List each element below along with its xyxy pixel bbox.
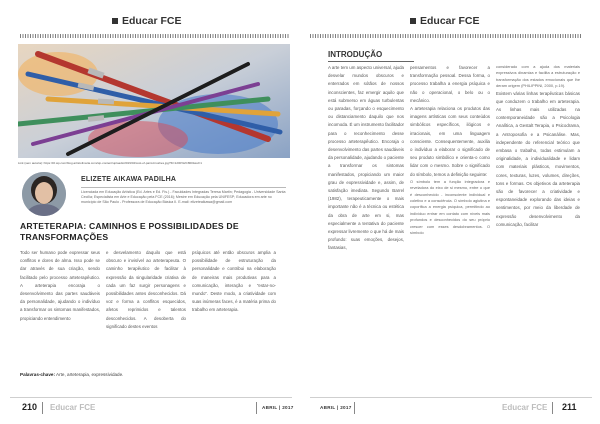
- abstract-column-1: Todo ser humano pode expressar seus conflitos e dores de alma. Isso pode se dar através de sua criação, sendo facilitado pelo processo arteterapêutico. A arteterapia encoraja o desenvolvimento das partes saudáveis da personalidade, ajudando o indivíduo a transformar os sintomas manifestados, propiciando entendimento: [20, 250, 100, 321]
- photo-caption: Link (sem autoria): https://i0.wp.com/blog.artistofmaria.com/wp-content/uploads/2019/04/cost-of-paint-brushes.jpg?fit=1200%2C800&ssl=1: [18, 161, 202, 165]
- intro-column-2: [410, 64, 490, 390]
- left-footer-separator: [42, 402, 43, 414]
- introduction-underline: [328, 61, 414, 62]
- abstract-column-3: psíquicos até então obscuros amplia a possibilidade de estruturação da personalidade e contribui na elaboração de maneiras mais produtivas para a comunicação, interação e "estar-no-mundo". Deste modo, a criatividade com suas inúmeras faces, é a matéria prima do trabalho em arteterapia.: [192, 250, 276, 313]
- header-hatch-divider: [20, 34, 290, 38]
- intro-column-2-para-1: pensamentos e favorecer a transformação pessoal. Dessa forma, o processo trabalha a energia psíquica e não o operacional, o belo ou o mecânico.: [410, 65, 490, 103]
- intro-column-3: [496, 64, 580, 390]
- right-header: [410, 14, 480, 28]
- intro-column-1-text: A arte tem um aspecto universal, ajuda desvelar mundos obscuros e enterrados em sótãos de nossos inconscientes, faz emergir aquilo que está submerso em águas turbulentas ou paradas, forçando o esquecimento ou distanciamento daquilo que nos incomoda. É um instrumento facilitador para o reconhecimento desse processo arteterapêutico. Encoraja o desenvolvimento das partes saudáveis da personalidade, ajudando o paciente a transformar os sintomas manifestados, propiciando um maior grau de expressividade e, assim, de satisfação imediata. Segundo Barrel (1982), terapeuticamente o mais importante não é a técnica ou estética da obra de arte em si, mas especialmente a tentativa do paciente expressar livremente o que há de mais profundo: suas emoções, desejos, fantasias,: [328, 65, 404, 251]
- square-bullet-icon: [112, 18, 118, 24]
- right-page: [300, 0, 600, 424]
- left-header: [112, 14, 182, 28]
- left-page-number: 210: [22, 402, 38, 412]
- right-footer-separator-2: [552, 402, 553, 414]
- author-portrait-icon: [22, 172, 66, 216]
- keywords-label: Palavras-chave:: [20, 372, 55, 377]
- right-footer-separator: [354, 402, 355, 414]
- right-header-title: Educar FCE: [420, 15, 480, 27]
- square-bullet-icon: [410, 18, 416, 24]
- left-footer-date: ABRIL | 2017: [262, 405, 294, 410]
- intro-column-2-quote: O símbolo tem a função integradora e reveladora do eixo de si mesmo, entre o que é desconhecido - inconsciente individual e coletivo e a consciência. O símbolo aglutina e coporifica a energia psíquica, permitindo ao indivíduo entrar em contato com níveis mais profundos e desconhecidos do seu próprio crescer com esses desdobramentos. O símbolo: [410, 178, 490, 236]
- author-divider: [81, 187, 286, 188]
- intro-column-3-quote: considerado com a ajuda dos materiais expressivos dinamiza e facilita a estruturação e transformação dos estados emocionais que lhe deram origem (PHILIPPINI, 2000, p.19).: [496, 64, 580, 89]
- author-bio: Licenciada em Educação Artística (Ed. Artes e Ed. Fís.) - Faculdades Integradas Teresa Martin; Pedagogia - Universidade Santa Cecília; Especialista em Arte e Educação pela FCE (2016); Mestre em Educação pela UNIFESP; Educadora em arte no município de São Paulo - Professora de Educação Básica II. E-mail: elizeteaikawa@gmail.com: [81, 190, 286, 205]
- author-name: ELIZETE AIKAWA PADILHA: [81, 176, 177, 183]
- header-hatch-divider: [310, 34, 582, 38]
- paintbrushes-illustration: [18, 44, 290, 158]
- keywords-text: Arte, arteterapia, expressividade.: [56, 372, 124, 377]
- author-avatar: [22, 172, 66, 216]
- keywords: [20, 372, 123, 377]
- left-footer-brand: Educar FCE: [50, 403, 96, 412]
- intro-column-1: [328, 64, 404, 390]
- left-footer-rule: [10, 397, 292, 398]
- abstract-column-2: e desvelamento daquilo que está obscuro e invisível ao arteterapeuta. O caminho terapêutico de facilitar à expressão da singularidade criativa de cada um faz surgir personagens e possibilidades antes desconhecidos. Dá voz e forma a conflitos esquecidos, afetos reprimidos e talentos desconhecidos. A desoberta do significado destes eventos: [106, 250, 186, 329]
- paintbrushes-photo: [18, 44, 290, 158]
- right-footer-date: ABRIL | 2017: [320, 405, 352, 410]
- article-title: ARTETERAPIA: CAMINHOS E POSSIBILIDADES DE TRANSFORMAÇÕES: [20, 221, 239, 242]
- introduction-heading: INTRODUÇÃO: [328, 50, 383, 59]
- left-header-title: Educar FCE: [122, 15, 182, 27]
- intro-column-2-para-2: A arteterapia relaciona os produtos das imagens artísticas com seus conteúdos simbólicos específicos, ilógicos e irracionais, em uma linguagem consciente. Consequentemente, auxilia o indivíduo a elaborar o significado de seu produto simbólico e orienta-o como lidar com o mesmo. Sobre o significado do símbolo, temos a definição seguinte:: [410, 106, 490, 177]
- left-footer-separator-2: [256, 402, 257, 414]
- right-page-number: 211: [562, 402, 577, 412]
- intro-column-3-text: Existem várias linhas terapêuticas básicas que conduzem o trabalho em arteterapia. As linhas mais utilizadas na contemporaneidade são a Psicologia Analítica, a Gestalt Terapia, o Psicodrama, a Antroposofia e a Psicanálise. Mas, independente do referencial teórico que embasa o trabalho, todas estimulam a originalidade, a individualidade e lidam com materiais plásticos, movimentos, cores, texturas, luzes, volumes, direções, tons e formas. Os objetivos da arteterapia são de favorecer a criatividade e espontaneidade explorando das ideias e sentimentos, por meio da liberdade de expressão desenvolvimento da comunicação, facilitar: [496, 90, 580, 227]
- right-footer-rule: [310, 397, 592, 398]
- right-footer-brand: Educar FCE: [502, 403, 548, 412]
